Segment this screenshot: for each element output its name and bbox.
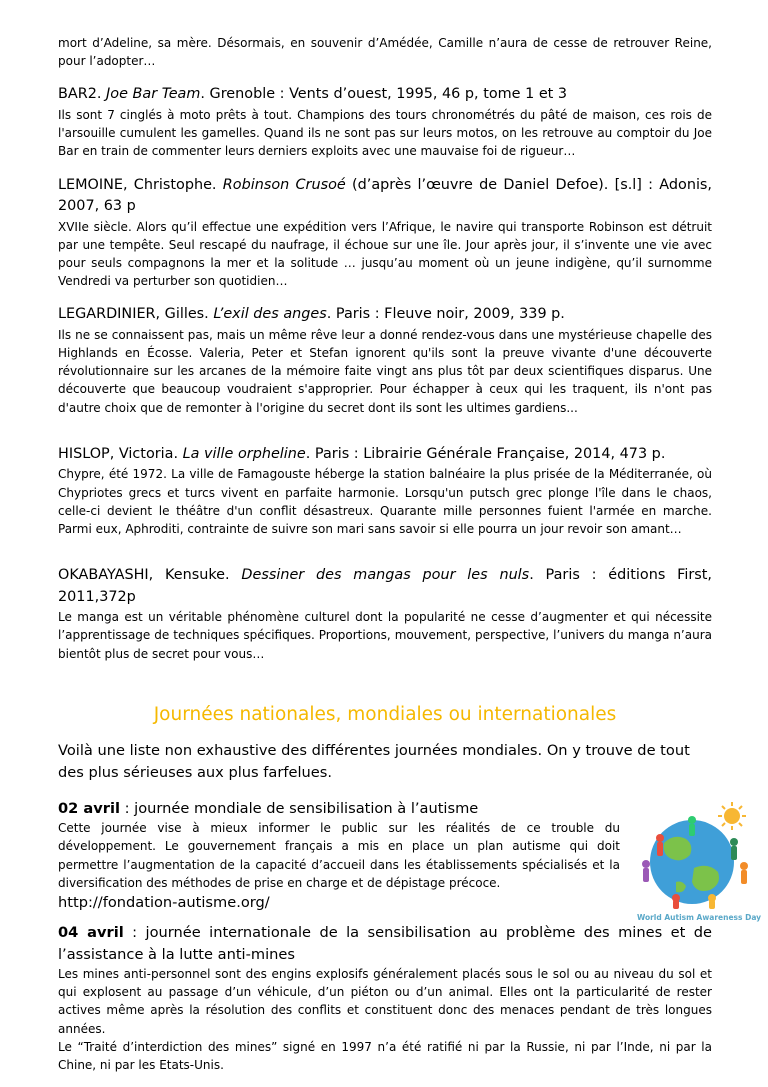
book-title: Robinson Crusoé [222,176,346,193]
document-page [58,34,762,1074]
book-citation: OKABAYASHI, Kensuke. Dessiner des mangas pour les nuls. Paris : éditions First, 2011,372p [58,567,712,605]
day-date: 04 avril [58,924,124,942]
autism-awareness-logo [624,798,768,922]
section-title: Journées nationales, mondiales ou internationales [153,703,617,725]
book-entry-lemoine [58,175,712,291]
continuation-text: mort d’Adeline, sa mère. Désormais, en souvenir d’Amédée, Camille n’aura de cesse de retrouver Reine, pour l’adopter… [58,36,712,69]
book-title: Joe Bar Team [106,86,201,103]
book-citation: HISLOP, Victoria. La ville orpheline. Paris : Librairie Générale Française, 2014, 473 p. [58,445,666,462]
book-entry-bar2 [58,84,712,160]
book-title: Dessiner des mangas pour les nuls [241,567,530,584]
book-summary: Le manga est un véritable phénomène culturel dont la popularité ne cesse d’augmenter et qui nécessite l’apprentissage de techniques spécifiques. Proportions, mouvement, perspective, l’univers du manga n’aura bientôt plus de secret pour vous… [58,610,712,661]
day-text: Les mines anti-personnel sont des engins explosifs généralement placés sous le sol ou au niveau du sol et qui explosent au passage d’un véhicule, d’un piéton ou d’un animal. Elles ont la particularité de rester actives même après la résolution des conflits et constituent donc des menaces pendant de très longues années. [58,967,712,1036]
book-citation: LEGARDINIER, Gilles. L’exil des anges. Paris : Fleuve noir, 2009, 339 p. [58,306,565,323]
book-summary: XVIIe siècle. Alors qu’il effectue une expédition vers l’Afrique, le navire qui transporte Robinson est détruit par une tempête. Seul rescapé du naufrage, il échoue sur une île. Jour après jour, il s’invente une vie avec pour seuls compagnons la mer et la solitude … jusqu’au moment où un jeune indigène, qu’il surnomme Vendredi va perturber son quotidien… [58,219,712,289]
autism-link[interactable]: http://fondation-autisme.org/ [58,894,270,912]
book-title: La ville orpheline [182,445,306,462]
book-citation: BAR2. Joe Bar Team. Grenoble : Vents d’ouest, 1995, 46 p, tome 1 et 3 [58,86,568,103]
section-intro: Voilà une liste non exhaustive des différentes journées mondiales. On y trouve de tout des plus sérieuses aux plus farfelues. [58,741,690,781]
day-heading: 02 avril : journée mondiale de sensibilisation à l’autisme [58,799,479,817]
day-text: Cette journée vise à mieux informer le public sur les réalités de ce trouble du développement. Le gouvernement français a mis en place un plan autisme qui doit permettre l’augmentation de la capacité d’accueil dans les établissements spécialisés et la diversification des méthodes de prise en charge et de dépistage précoce. [58,821,620,890]
book-summary: Ils sont 7 cinglés à moto prêts à tout. Champions des tours chronométrés du pâté de maison, ces rois de l'arsouille cumulent les gamelles. Quand ils ne sont pas sur leurs motos, on les retrouve au comptoir du Joe Bar en train de commenter leurs derniers exploits avec une mauvaise foi de rigueur… [58,107,712,159]
day-heading: 04 avril : journée internationale de la sensibilisation au problème des mines et de l’assistance à la lutte anti-mines [58,924,712,963]
book-entry-okabayashi [58,565,712,663]
book-entry-hislop [58,444,712,538]
day-text-treaty: Le “Traité d’interdiction des mines” signé en 1997 n’a été ratifié ni par la Russie, ni par l’Inde, ni par la Chine, ni par les Etats-Unis. [58,1039,712,1073]
logo-caption: World Autism Awareness Day [636,912,762,922]
book-summary: Ils ne se connaissent pas, mais un même rêve leur a donné rendez-vous dans une mystérieuse chapelle des Highlands en Écosse. Valeria, Peter et Stefan ignorent qu'ils sont la preuve vivante d'une découverte révolutionnaire sur les arcanes de la mémoire faite vingt ans plus tôt par deux scientifiques disparus. Une découverte que beaucoup voudraient s'approprier. Pour échapper à ceux qui les traquent, ils n'ont pas d'autre choix que de remonter à l'origine du secret dont ils sont les ultimes gardiens... [58,327,712,415]
book-citation: LEMOINE, Christophe. Robinson Crusoé (d’après l’œuvre de Daniel Defoe). [s.l] : Adonis, 2007, 63 p [58,176,713,215]
globe-people-icon [624,798,768,910]
day-date: 02 avril [58,799,120,817]
book-entry-legardinier [58,304,712,417]
book-title: L’exil des anges [213,306,327,323]
book-summary: Chypre, été 1972. La ville de Famagouste héberge la station balnéaire la plus prisée de la Méditerranée, où Chypriotes grecs et turcs vivent en parfaite harmonie. Lorsqu'un putsch grec plonge l'île dans le chaos, celle-ci devient le théâtre d'un conflit désastreux. Quarante mille personnes fuient l'armée en marche. Parmi eux, Aphroditi, contrainte de suivre son mari sans savoir si elle pourra un jour revoir son amant… [58,467,712,536]
day-entry-mines [58,922,712,1074]
day-entry-autism [58,798,762,922]
